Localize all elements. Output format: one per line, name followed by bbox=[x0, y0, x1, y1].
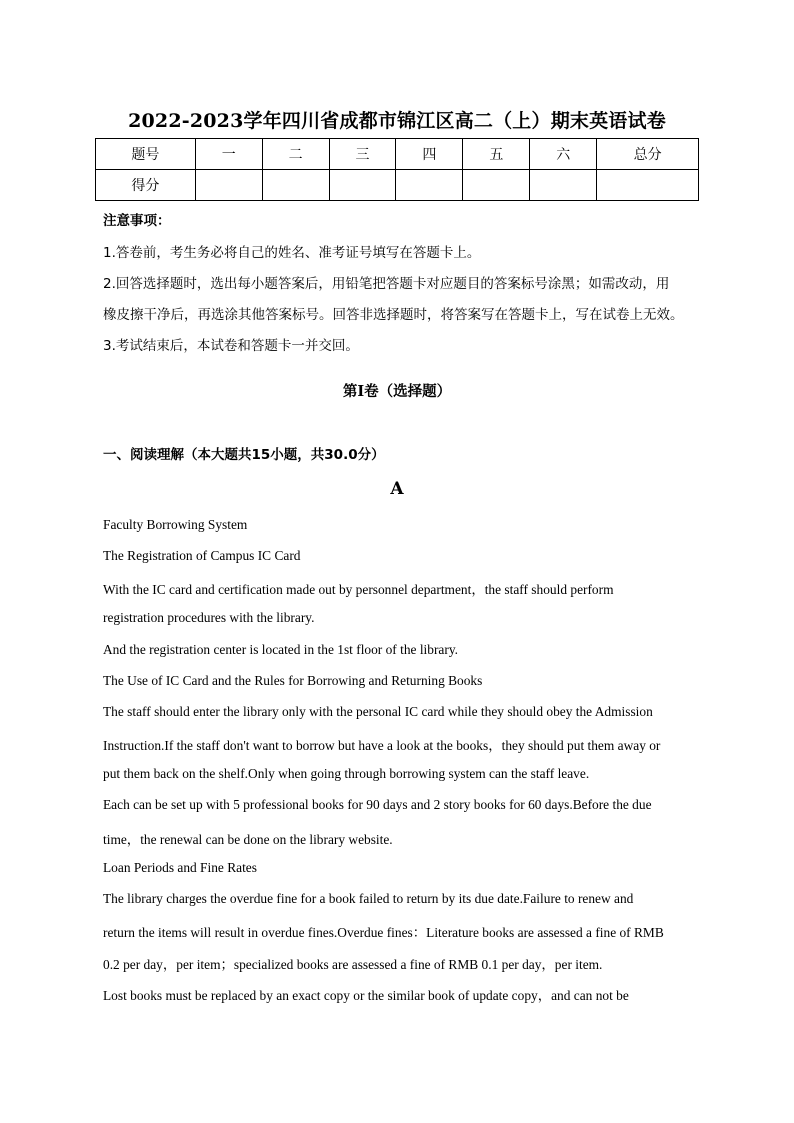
header-cell-part-4: 四 bbox=[396, 139, 463, 170]
passage-label: A bbox=[390, 479, 404, 499]
score-table-header-row bbox=[96, 139, 699, 170]
passage-line: Instruction.If the staff don't want to borrow but have a look at the books，they should put them away or bbox=[103, 738, 661, 753]
score-table-score-row bbox=[96, 170, 699, 201]
passage-line: The Use of IC Card and the Rules for Borrowing and Returning Books bbox=[103, 673, 483, 688]
section-title: 第I卷（选择题） bbox=[342, 383, 452, 400]
passage-line: Lost books must be replaced by an exact copy or the similar book of update copy，and can not be bbox=[103, 988, 629, 1003]
passage-line: With the IC card and certification made out by personnel department，the staff should perform bbox=[103, 582, 614, 597]
passage-line: time，the renewal can be done on the library website. bbox=[103, 832, 393, 847]
notice-item: 2.回答选择题时，选出每小题答案后，用铅笔把答题卡对应题目的答案标号涂黑；如需改动，用 bbox=[103, 276, 670, 292]
score-table bbox=[95, 138, 699, 201]
passage-line: Faculty Borrowing System bbox=[103, 517, 248, 532]
notice-item: 1.答卷前，考生务必将自己的姓名、准考证号填写在答题卡上。 bbox=[103, 245, 481, 261]
score-cell bbox=[530, 170, 597, 201]
passage-line: registration procedures with the library. bbox=[103, 610, 315, 625]
score-row-label: 得分 bbox=[96, 170, 196, 201]
passage-line: The Registration of Campus IC Card bbox=[103, 548, 301, 563]
score-cell bbox=[396, 170, 463, 201]
header-cell-part-5: 五 bbox=[463, 139, 530, 170]
passage-line: Loan Periods and Fine Rates bbox=[103, 860, 257, 875]
header-cell-total: 总分 bbox=[597, 139, 699, 170]
score-cell bbox=[195, 170, 262, 201]
header-cell-part-1: 一 bbox=[195, 139, 262, 170]
passage-line: 0.2 per day，per item；specialized books are assessed a fine of RMB 0.1 per day，per item. bbox=[103, 957, 603, 972]
header-cell-part-2: 二 bbox=[262, 139, 329, 170]
score-cell bbox=[463, 170, 530, 201]
passage-line: Each can be set up with 5 professional books for 90 days and 2 story books for 60 days.Before the due bbox=[103, 797, 652, 812]
passage-line: The library charges the overdue fine for a book failed to return by its due date.Failure to renew and bbox=[103, 891, 634, 906]
passage-line: The staff should enter the library only with the personal IC card while they should obey the Admission bbox=[103, 704, 653, 719]
header-cell-question-number: 题号 bbox=[96, 139, 196, 170]
notice-item: 橡皮擦干净后，再选涂其他答案标号。回答非选择题时，将答案写在答题卡上，写在试卷上无效。 bbox=[103, 307, 684, 323]
page-title: 2022-2023学年四川省成都市锦江区高二（上）期末英语试卷 bbox=[128, 110, 666, 132]
score-cell-total bbox=[597, 170, 699, 201]
passage-line: return the items will result in overdue fines.Overdue fines：Literature books are assessed a fine of RMB bbox=[103, 925, 664, 940]
score-cell bbox=[262, 170, 329, 201]
header-cell-part-6: 六 bbox=[530, 139, 597, 170]
part-heading: 一、阅读理解（本大题共15小题，共30.0分） bbox=[103, 447, 385, 463]
passage-line: put them back on the shelf.Only when going through borrowing system can the staff leave. bbox=[103, 766, 590, 781]
notice-title: 注意事项： bbox=[103, 213, 171, 229]
score-cell bbox=[329, 170, 396, 201]
notice-item: 3.考试结束后，本试卷和答题卡一并交回。 bbox=[103, 338, 359, 354]
header-cell-part-3: 三 bbox=[329, 139, 396, 170]
passage-line: And the registration center is located in the 1st floor of the library. bbox=[103, 642, 458, 657]
